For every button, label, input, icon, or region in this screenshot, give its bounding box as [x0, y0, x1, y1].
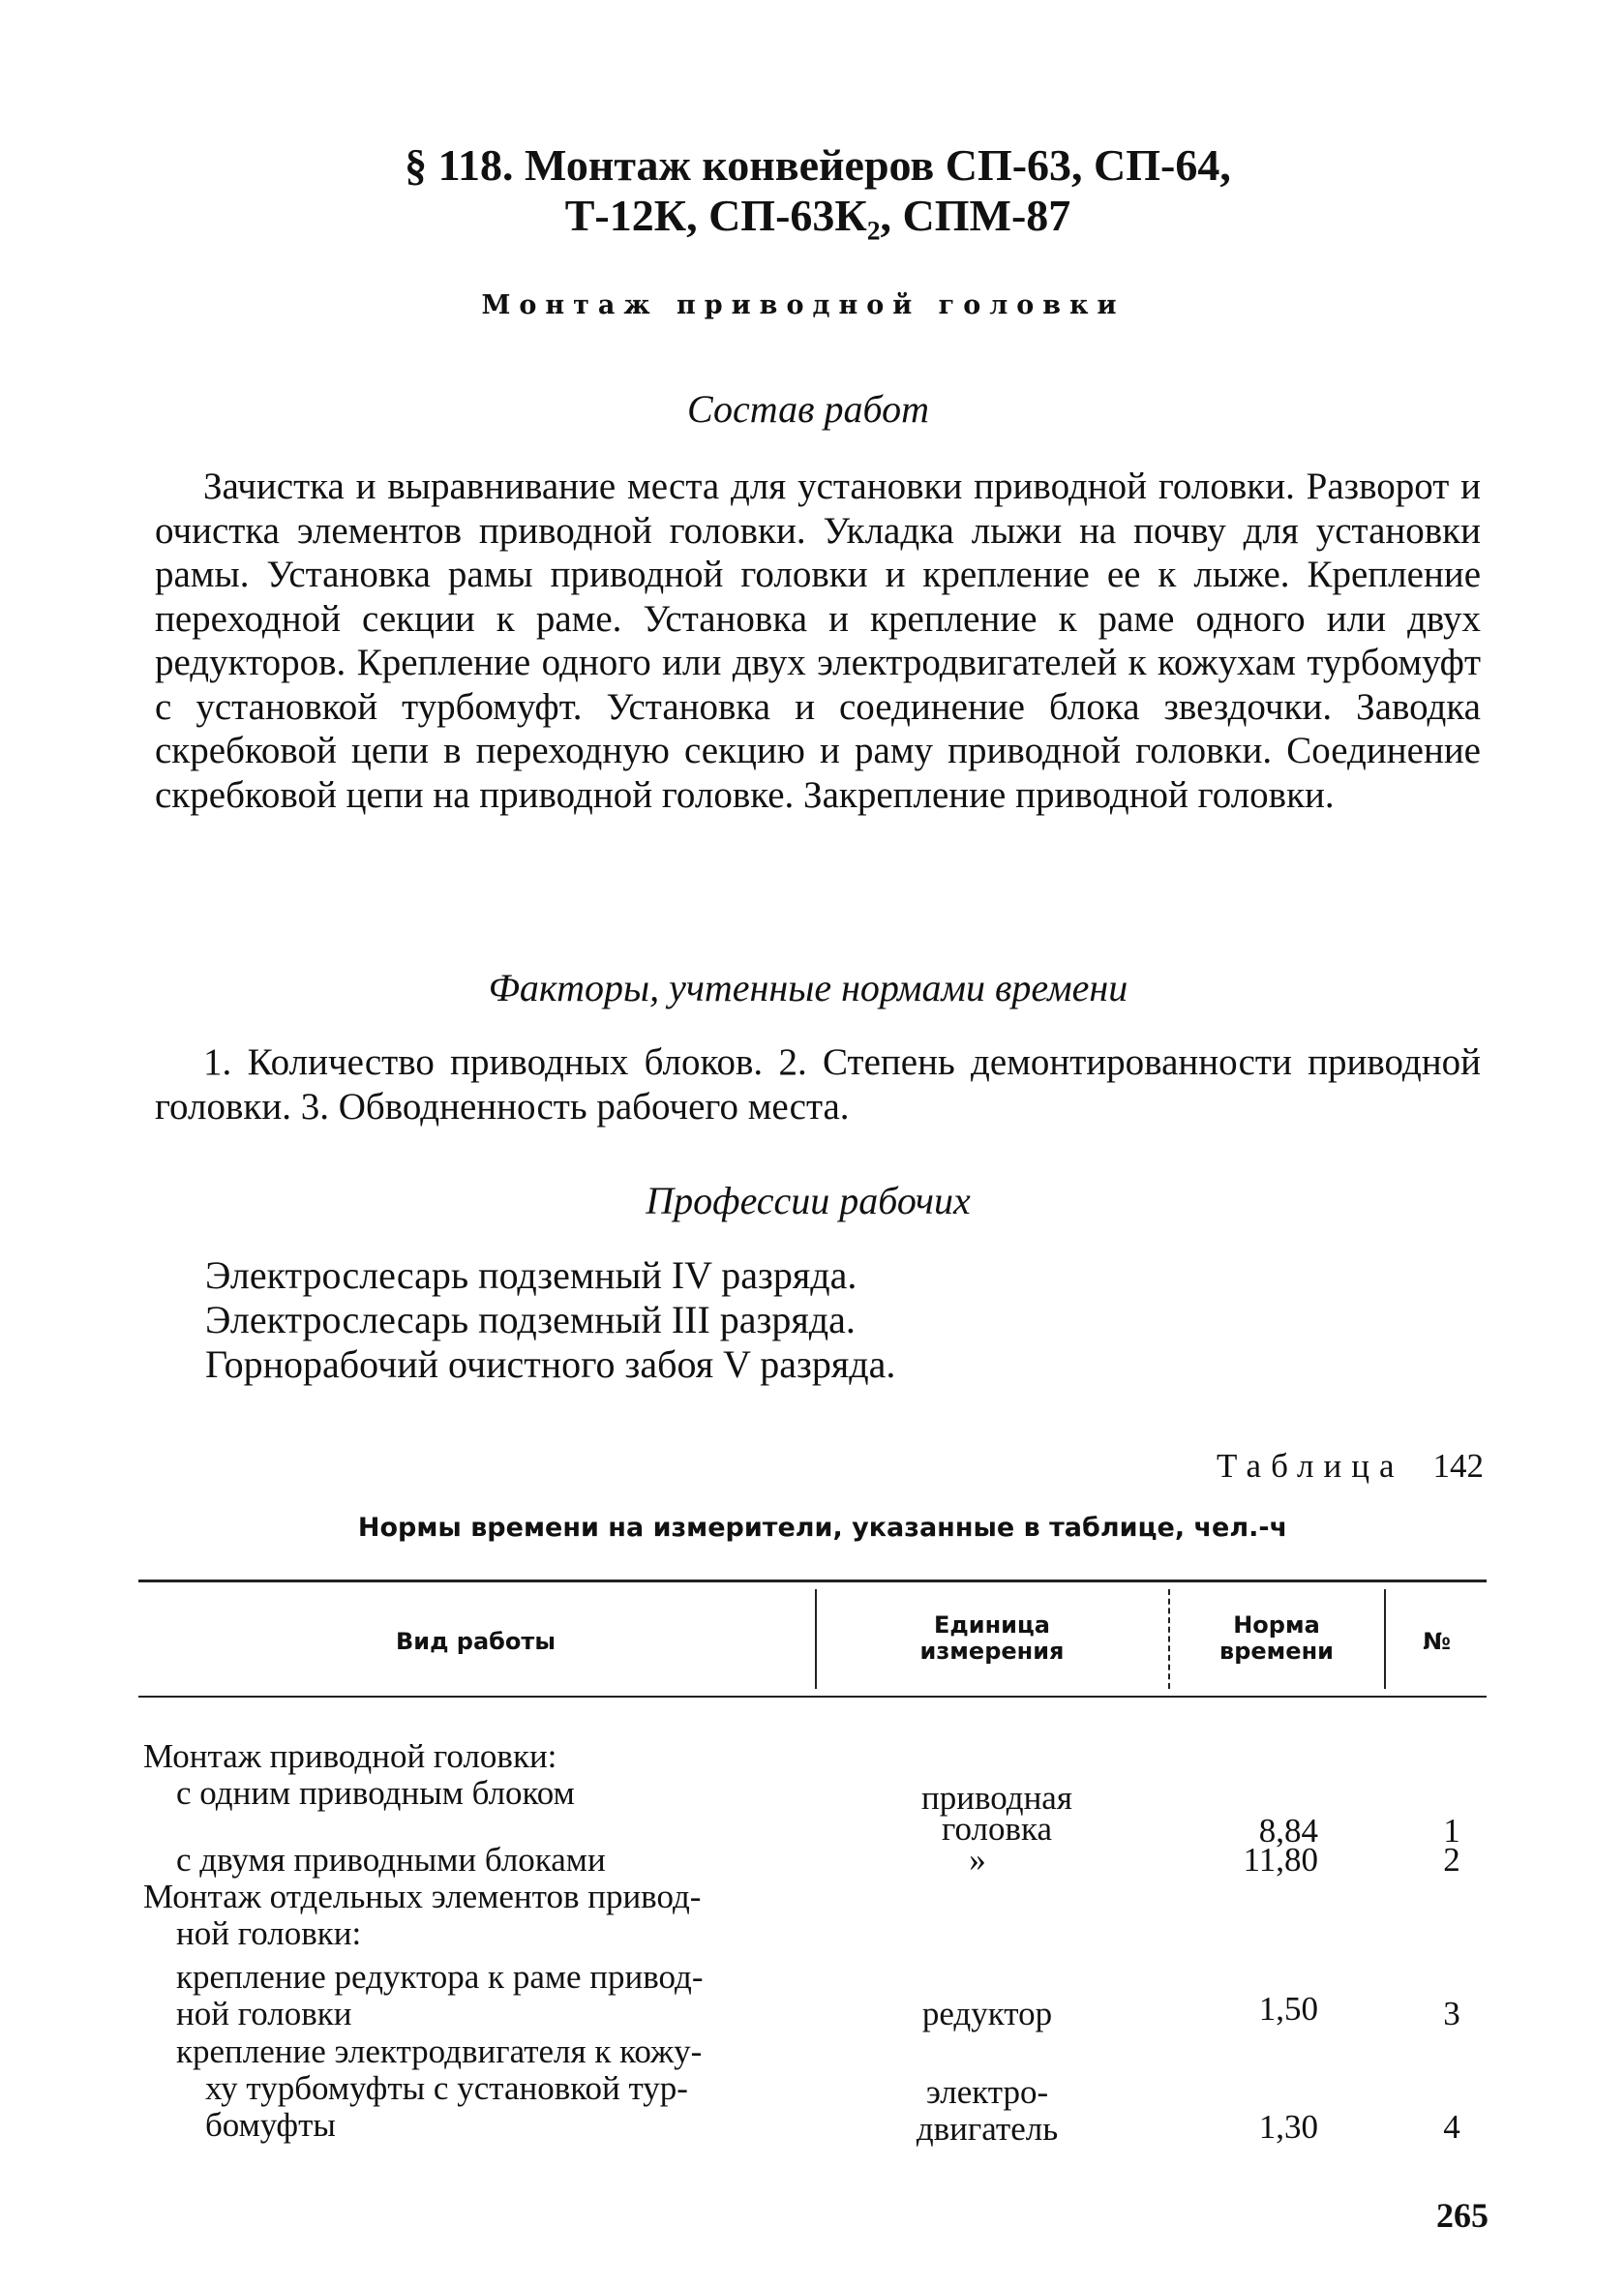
- header-norm-line: Норма: [1233, 1611, 1320, 1639]
- section-title: [155, 140, 1481, 241]
- table-group-title: Монтаж приводной головки:: [143, 1737, 557, 1775]
- work-composition-heading: Состав работ: [687, 387, 929, 431]
- table-row-norm: 8,84: [1258, 1812, 1318, 1850]
- table-row-work: ху турбомуфты с установкой тур-: [205, 2069, 688, 2107]
- table-row-norm: 1,50: [1258, 1990, 1318, 2028]
- table-row-unit: двигатель: [916, 2110, 1059, 2148]
- table-column-divider: [1168, 1589, 1170, 1689]
- table-row-unit: редуктор: [921, 1995, 1053, 2032]
- header-norm-line: времени: [1219, 1638, 1334, 1665]
- table-row-unit: головка: [941, 1810, 1053, 1848]
- table-header-rule: [138, 1696, 1487, 1698]
- section-title-line-2: Т-12К, СП-63К₂, СПМ-87: [564, 191, 1071, 240]
- table-row-work: крепление редуктора к раме привод-: [176, 1958, 704, 1996]
- table-row-number: 1: [1443, 1812, 1460, 1850]
- table-number: 142: [1432, 1447, 1484, 1485]
- table-row-work: крепление электродвигателя к кожу-: [176, 2032, 703, 2070]
- table-row-work: с двумя приводными блоками: [176, 1841, 606, 1879]
- profession-item: Электрослесарь подземный IV разряда.: [205, 1253, 857, 1297]
- table-row-work: бомуфты: [205, 2106, 336, 2144]
- profession-item: Электрослесарь подземный III разряда.: [205, 1298, 856, 1341]
- table-row-unit: электро-: [925, 2073, 1049, 2111]
- table-group-title: ной головки:: [176, 1914, 362, 1952]
- table-label-word: Таблица: [1217, 1447, 1404, 1485]
- table-row-unit: приводная: [921, 1779, 1072, 1817]
- table-top-rule: [138, 1580, 1487, 1582]
- table-column-divider: [815, 1589, 817, 1689]
- header-unit-line: измерения: [919, 1638, 1065, 1665]
- table-row-norm: 1,30: [1258, 2108, 1318, 2146]
- header-number: №: [1423, 1628, 1451, 1655]
- factors-text: 1. Количество приводных блоков. 2. Степень демонтированности приводной головки. 3. Обводненность рабочего места.: [155, 1041, 1481, 1128]
- subsection-title: Монтаж приводной головки: [481, 290, 1126, 320]
- table-row-number: 2: [1443, 1841, 1460, 1879]
- professions-list: [205, 1253, 895, 1387]
- table-label: [1217, 1447, 1484, 1486]
- professions-heading: Профессии рабочих: [646, 1179, 971, 1222]
- work-composition-text: Зачистка и выравнивание места для установки приводной головки. Разворот и очистка элементов приводной головки. Укладка лыжи на почву для установки рамы. Установка рамы приводной головки и крепление ее к лыже. Крепление переходной секции к раме. Установка и крепление к раме одного или двух редукторов. Крепление одного или двух электродвигателей к кожухам турбомуфт с установкой турбомуфт. Установка и соединение блока звездочки. Заводка скребковой цепи в переходную секцию и раму приводной головки. Соединение скребковой цепи на приводной головке. Закрепление приводной головки.: [155, 466, 1481, 816]
- table-row-number: 4: [1443, 2108, 1460, 2146]
- table-group-title: Монтаж отдельных элементов привод-: [143, 1878, 702, 1915]
- page-number: 265: [1436, 2196, 1489, 2235]
- table-row-number: 3: [1443, 1995, 1460, 2032]
- table-row-work: с одним приводным блоком: [176, 1774, 575, 1812]
- table-row-work: ной головки: [176, 1995, 352, 2032]
- header-unit: [818, 1612, 1166, 1665]
- table-row-unit: »: [969, 1841, 986, 1879]
- factors-heading: Факторы, учтенные нормами времени: [488, 966, 1128, 1009]
- header-unit-line: Единица: [934, 1611, 1050, 1639]
- header-norm: [1171, 1612, 1382, 1665]
- table-column-divider: [1384, 1589, 1386, 1689]
- section-title-line-1: § 118. Монтаж конвейеров СП-63, СП-64,: [405, 140, 1231, 190]
- table-caption: Нормы времени на измерители, указанные в таблице, чел.-ч: [357, 1513, 1288, 1543]
- table-row-norm: 11,80: [1243, 1841, 1318, 1879]
- header-work-type: Вид работы: [395, 1628, 556, 1655]
- profession-item: Горнорабочий очистного забоя V разряда.: [205, 1342, 896, 1386]
